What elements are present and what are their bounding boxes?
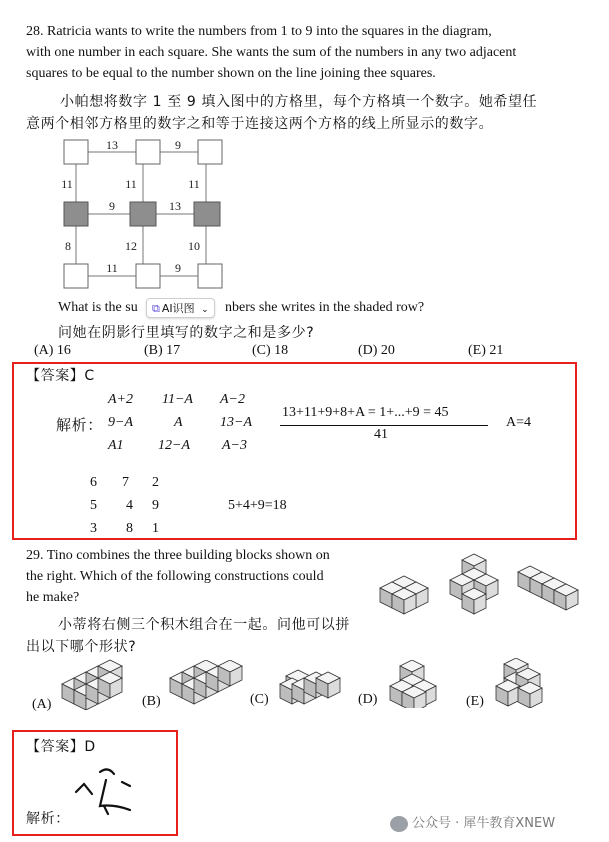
grid-r3c1: 3: [90, 521, 97, 536]
option-e-construction: [494, 658, 550, 708]
expr-r3c3: A−3: [222, 438, 247, 453]
expr-r3c1: A1: [108, 438, 124, 453]
label-top-right: 9: [175, 138, 181, 152]
option-a-construction: [58, 656, 128, 710]
grid-r1c2: 7: [122, 475, 129, 490]
q28-zh-line1: 小帕想将数字 1 至 9 填入图中的方格里，每个方格填一个数字。她希望任: [60, 94, 538, 110]
q28-text-line2: with one number in each square. She wants the sum of the numbers in any two adjacent: [26, 45, 517, 60]
a-value: A=4: [506, 415, 532, 430]
label-v2-mid: 12: [125, 239, 137, 253]
q28-option-d: (D) 20: [358, 343, 395, 358]
fraction-bar: [280, 425, 488, 426]
q28-answer: 【答案】C: [26, 368, 95, 384]
wechat-icon: [390, 816, 408, 832]
shaded-square-r2c2: [130, 202, 156, 226]
option-b-construction: [168, 660, 246, 706]
block-piece-3: [518, 566, 578, 610]
q28-option-a: (A) 16: [34, 343, 71, 358]
q29-text-line3: he make?: [26, 590, 80, 605]
label-top-left: 13: [106, 138, 118, 152]
label-v1-mid: 11: [125, 177, 137, 191]
label-bot-left: 11: [106, 261, 118, 275]
q29-zh-line2: 出以下哪个形状?: [26, 639, 137, 655]
expr-r1c2: 11−A: [162, 392, 193, 407]
square-r1c3: [198, 140, 222, 164]
chevron-down-icon: ⌄: [201, 305, 209, 315]
q29-text-line2: the right. Which of the following constructions could: [26, 569, 324, 584]
square-r1c1: [64, 140, 88, 164]
grid-r2c1: 5: [90, 498, 97, 513]
grid-r1c1: 6: [90, 475, 97, 490]
q28-zh-line2: 意两个相邻方格里的数字之和等于连接这两个方格的线上所显示的数字。: [26, 116, 494, 132]
shaded-square-r2c1: [64, 202, 88, 226]
block-piece-1: [380, 576, 428, 614]
option-c-construction: [278, 664, 346, 706]
square-r1c2: [136, 140, 160, 164]
label-v2-right: 10: [188, 239, 200, 253]
shaded-square-r2c3: [194, 202, 220, 226]
grid-r2c2: 4: [126, 498, 133, 513]
shaded-row-sum: 5+4+9=18: [228, 498, 287, 513]
handwritten-sketch: [70, 762, 154, 824]
q29-option-e-label: (E): [466, 694, 484, 709]
q28-question-en-part2: nbers she writes in the shaded row?: [225, 300, 425, 315]
square-grid-diagram: [58, 136, 228, 296]
q28-option-e: (E) 21: [468, 343, 504, 358]
q28-option-b: (B) 17: [144, 343, 181, 358]
watermark-text: 公众号 · 犀牛教育XNEW: [412, 816, 556, 831]
expr-r1c3: A−2: [220, 392, 245, 407]
q29-text-line1: 29. Tino combines the three building blocks shown on: [26, 548, 330, 563]
expr-r2c1: 9−A: [108, 415, 133, 430]
q28-text-line1: 28. Ratricia wants to write the numbers from 1 to 9 into the squares in the diagram,: [26, 24, 492, 39]
q29-answer: 【答案】D: [26, 739, 96, 755]
expr-r3c2: 12−A: [158, 438, 190, 453]
ai-scan-icon: ⧉: [152, 302, 160, 315]
grid-r3c3: 1: [152, 521, 159, 536]
watermark: [390, 812, 555, 832]
q29-analysis-label: 解析：: [26, 811, 70, 827]
q28-question-en-part1: What is the su: [58, 300, 138, 315]
q28-option-c: (C) 18: [252, 343, 289, 358]
q29-option-d-label: (D): [358, 692, 378, 707]
grid-r2c3: 9: [152, 498, 159, 513]
q28-analysis-label: 解析：: [56, 416, 103, 434]
q29-zh-line1: 小蒂将右侧三个积木组合在一起。问他可以拼: [58, 617, 350, 633]
label-v2-left: 8: [65, 239, 71, 253]
label-bot-right: 9: [175, 261, 181, 275]
label-v1-right: 11: [188, 177, 200, 191]
square-r3c1: [64, 264, 88, 288]
ai-recognize-button[interactable]: [146, 298, 215, 318]
grid-r1c3: 2: [152, 475, 159, 490]
q29-option-a-label: (A): [32, 697, 52, 712]
square-r3c2: [136, 264, 160, 288]
building-blocks-figure: [378, 550, 588, 616]
expr-r1c1: A+2: [108, 392, 133, 407]
equation-numerator: 13+11+9+8+A = 1+...+9 = 45: [282, 405, 449, 420]
q29-option-c-label: (C): [250, 692, 269, 707]
option-d-construction: [388, 660, 450, 708]
q28-question-zh: 问她在阴影行里填写的数字之和是多少?: [58, 325, 315, 341]
ai-chip-label: AI识图: [161, 302, 195, 315]
expr-r2c3: 13−A: [220, 415, 252, 430]
q28-text-line3: squares to be equal to the number shown on the line joining thee squares.: [26, 66, 436, 81]
grid-r3c2: 8: [126, 521, 133, 536]
label-mid-right: 13: [169, 199, 181, 213]
label-mid-left: 9: [109, 199, 115, 213]
q29-option-b-label: (B): [142, 694, 161, 709]
equation-denominator: 41: [374, 427, 388, 442]
block-piece-2: [450, 554, 498, 614]
square-r3c3: [198, 264, 222, 288]
label-v1-left: 11: [61, 177, 73, 191]
expr-r2c2: A: [174, 415, 183, 430]
